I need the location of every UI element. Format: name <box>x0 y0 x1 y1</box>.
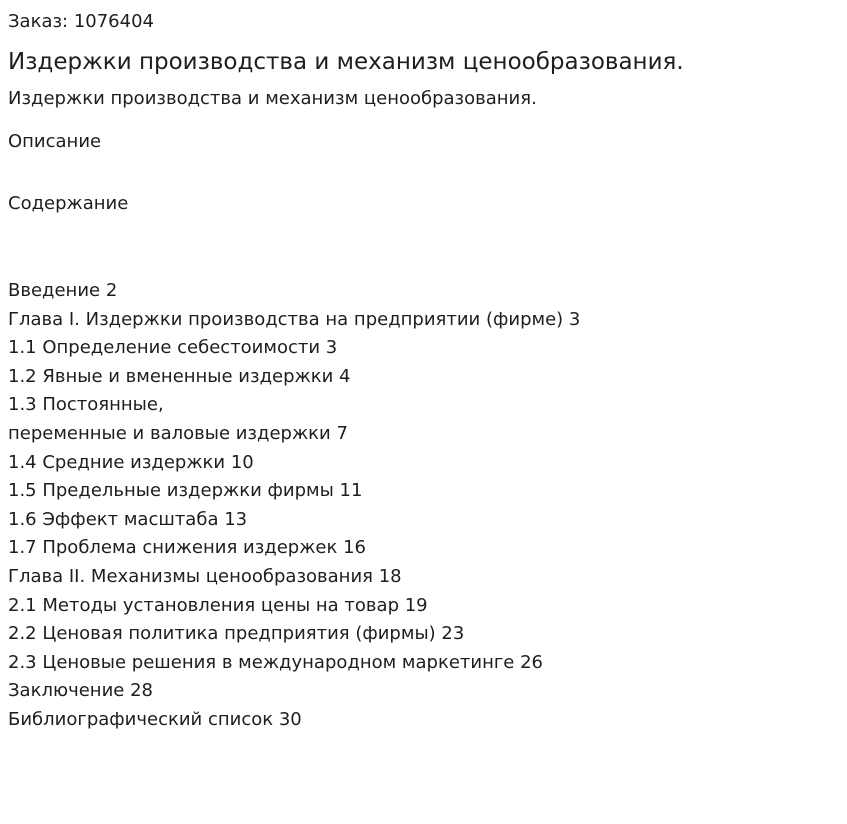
table-of-contents <box>8 277 580 735</box>
toc-item: 1.7 Проблема снижения издержек 16 <box>8 537 367 559</box>
toc-item: Заключение 28 <box>8 680 153 702</box>
toc-item: 2.2 Ценовая политика предприятия (фирмы) 23 <box>8 623 465 645</box>
toc-item: 2.3 Ценовые решения в международном маркетинге 26 <box>8 651 544 673</box>
description-heading: Описание <box>8 131 102 152</box>
contents-heading: Содержание <box>8 193 129 214</box>
toc-item: 1.6 Эффект масштаба 13 <box>8 508 248 530</box>
toc-item: 1.4 Средние издержки 10 <box>8 451 254 473</box>
order-number: Заказ: 1076404 <box>8 11 154 32</box>
page-subtitle: Издержки производства и механизм ценообразования. <box>8 88 537 109</box>
page-title: Издержки производства и механизм ценообразования. <box>8 49 684 75</box>
toc-item: 1.5 Предельные издержки фирмы 11 <box>8 480 363 502</box>
toc-item: Введение 2 <box>8 280 118 301</box>
toc-item: 1.3 Постоянные, <box>8 394 164 416</box>
toc-item: 1.1 Определение себестоимости 3 <box>8 337 338 359</box>
toc-item: 2.1 Методы установления цены на товар 19 <box>8 594 428 616</box>
toc-item: Глава I. Издержки производства на предприятии (фирме) 3 <box>8 308 581 330</box>
toc-item: 1.2 Явные и вмененные издержки 4 <box>8 365 351 387</box>
toc-item: Библиографический список 30 <box>8 708 302 730</box>
toc-item: Глава II. Механизмы ценообразования 18 <box>8 565 402 587</box>
toc-item: переменные и валовые издержки 7 <box>8 422 348 444</box>
